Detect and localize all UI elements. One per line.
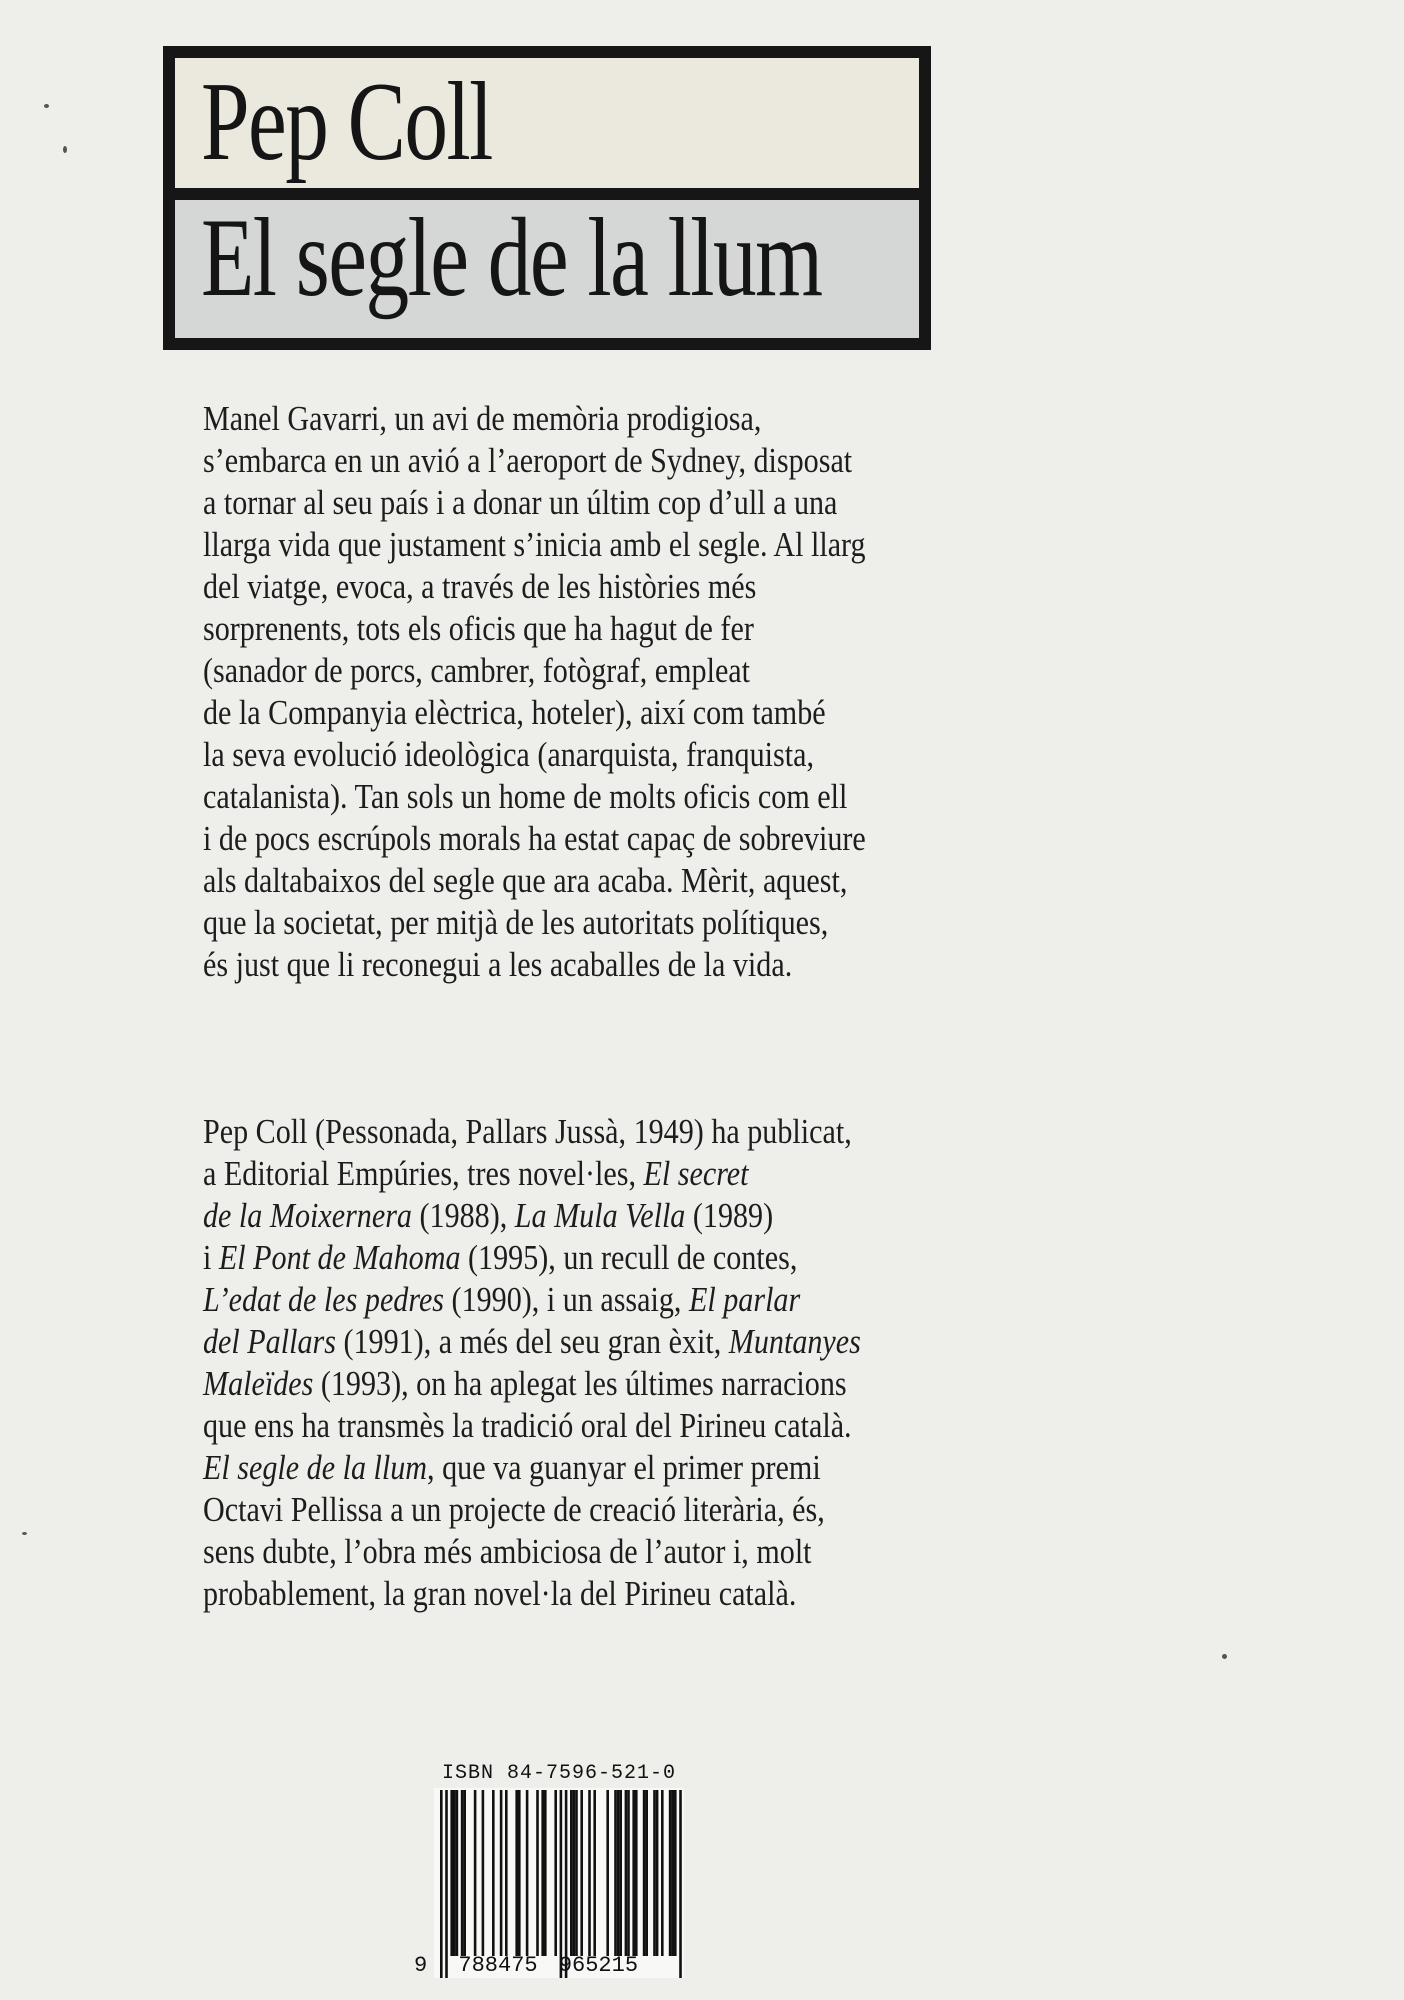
text-line <box>203 734 891 776</box>
text-run: catalanista). Tan sols un home de molts oficis com ell <box>203 777 848 816</box>
barcode-first-digit: 9 <box>414 1953 428 1978</box>
barcode-bar <box>606 1790 609 1956</box>
text-line <box>203 818 891 860</box>
barcode-bars <box>434 1788 684 1978</box>
barcode-bar <box>450 1790 453 1956</box>
barcode <box>434 1788 684 1978</box>
isbn-label: ISBN 84-7596-521-0 <box>442 1762 677 1785</box>
barcode-bar <box>541 1790 544 1956</box>
text-run: sorprenents, tots els oficis que ha hagut de fer <box>203 609 754 648</box>
text-line <box>203 776 891 818</box>
text-run: a Editorial Empúries, tres novel·les, <box>203 1154 644 1193</box>
text-line <box>203 1279 891 1321</box>
text-line <box>203 524 891 566</box>
barcode-bar <box>661 1790 664 1956</box>
text-run: Octavi Pellissa a un projecte de creació literària, és, <box>203 1490 825 1529</box>
italic-title: Muntanyes <box>728 1322 861 1361</box>
text-run: (1993), on ha aplegat les últimes narracions <box>313 1364 847 1403</box>
text-line <box>203 692 891 734</box>
barcode-bar <box>573 1790 576 1956</box>
barcode-bar <box>580 1790 583 1956</box>
barcode-bar <box>536 1790 539 1956</box>
barcode-bar <box>474 1790 477 1956</box>
barcode-bar <box>461 1790 464 1956</box>
barcode-bar <box>482 1790 485 1956</box>
text-run: als daltabaixos del segle que ara acaba. Mèrit, aquest, <box>203 861 848 900</box>
text-line <box>203 1237 891 1279</box>
text-run: de la Companyia elèctrica, hoteler), així com també <box>203 693 826 732</box>
text-run: és just que li reconegui a les acaballes de la vida. <box>203 945 793 984</box>
barcode-bar <box>560 1790 563 1978</box>
barcode-bar <box>656 1790 659 1956</box>
text-line <box>203 608 891 650</box>
text-run: probablement, la gran novel·la del Pirineu català. <box>203 1574 797 1613</box>
italic-title: L’edat de les pedres <box>203 1280 445 1319</box>
text-line <box>203 1195 891 1237</box>
text-line <box>203 482 891 524</box>
barcode-bar <box>619 1790 622 1956</box>
italic-title: Maleïdes <box>203 1364 314 1403</box>
title-box <box>175 200 919 338</box>
text-run: del viatge, evoca, a través de les històries més <box>203 567 757 606</box>
barcode-bar <box>440 1790 443 1978</box>
text-run: , que va guanyar el primer premi <box>427 1448 821 1487</box>
text-run: Manel Gavarri, un avi de memòria prodigiosa, <box>203 399 762 438</box>
barcode-bar <box>645 1790 648 1956</box>
barcode-bar <box>518 1790 521 1956</box>
text-run: (1989) <box>685 1196 774 1235</box>
text-line <box>203 944 891 986</box>
text-line <box>203 1573 891 1615</box>
barcode-right-digits: 965215 <box>558 1953 639 1978</box>
text-run: (sanador de porcs, cambrer, fotògraf, empleat <box>203 651 751 690</box>
barcode-bar <box>575 1790 578 1956</box>
barcode-bar <box>544 1790 547 1956</box>
author-box <box>175 58 919 188</box>
barcode-bar <box>500 1790 503 1956</box>
text-line <box>203 1405 891 1447</box>
barcode-bar <box>632 1790 635 1956</box>
text-run: llarga vida que justament s’inicia amb el segle. Al llarg <box>203 525 866 564</box>
text-line <box>203 1321 891 1363</box>
barcode-bar <box>588 1790 591 1956</box>
text-line <box>203 1153 891 1195</box>
speck <box>63 146 67 153</box>
barcode-bar <box>627 1790 630 1956</box>
text-run: que la societat, per mitjà de les autoritats polítiques, <box>203 903 829 942</box>
barcode-bar <box>453 1790 456 1956</box>
barcode-bar <box>671 1790 674 1956</box>
text-run: (1988), <box>411 1196 515 1235</box>
text-run: a tornar al seu país i a donar un últim cop d’ull a una <box>203 483 838 522</box>
text-run: s’embarca en un avió a l’aeroport de Sydney, disposat <box>203 441 853 480</box>
barcode-bar <box>679 1790 682 1978</box>
barcode-digits <box>414 1953 638 1978</box>
text-line <box>203 860 891 902</box>
speck <box>1222 1654 1227 1659</box>
synopsis-text <box>203 398 1003 986</box>
text-line <box>203 440 891 482</box>
italic-title: del Pallars <box>203 1322 336 1361</box>
text-line <box>203 1489 891 1531</box>
text-run: (1991), a més del seu gran èxit, <box>335 1322 729 1361</box>
barcode-bar <box>445 1790 448 1978</box>
barcode-bar <box>492 1790 495 1956</box>
barcode-bar <box>526 1790 529 1956</box>
text-run: i <box>203 1238 219 1277</box>
text-run: sens dubte, l’obra més ambiciosa de l’autor i, molt <box>203 1532 812 1571</box>
barcode-bar <box>565 1790 568 1978</box>
barcode-bar <box>653 1790 656 1956</box>
title-frame <box>163 46 931 350</box>
barcode-bar <box>554 1790 557 1956</box>
italic-title: El secret <box>643 1154 749 1193</box>
text-line <box>203 1531 891 1573</box>
text-run: i de pocs escrúpols morals ha estat capaç de sobreviure <box>203 819 866 858</box>
barcode-bar <box>570 1790 573 1956</box>
barcode-bar <box>505 1790 508 1956</box>
text-line <box>203 1111 891 1153</box>
speck <box>44 104 49 108</box>
text-run: que ens ha transmès la tradició oral del Pirineu català. <box>203 1406 852 1445</box>
text-line <box>203 902 891 944</box>
barcode-bar <box>614 1790 617 1956</box>
barcode-bar <box>515 1790 518 1956</box>
speck <box>22 1532 27 1535</box>
author-name: Pep Coll <box>201 60 492 184</box>
barcode-bar <box>669 1790 672 1956</box>
italic-title: La Mula Vella <box>514 1196 686 1235</box>
italic-title: El segle de la llum <box>203 1448 428 1487</box>
barcode-bar <box>593 1790 596 1956</box>
text-line <box>203 650 891 692</box>
author-bio-text <box>203 1111 1003 1615</box>
text-line <box>203 1447 891 1489</box>
barcode-left-digits: 788475 <box>458 1953 538 1978</box>
text-line <box>203 566 891 608</box>
barcode-bar <box>643 1790 646 1956</box>
barcode-bar <box>635 1790 638 1956</box>
book-title: El segle de la llum <box>201 200 822 320</box>
barcode-bar <box>625 1790 628 1956</box>
barcode-bar <box>456 1790 459 1956</box>
barcode-bar <box>463 1790 466 1956</box>
text-run: (1990), i un assaig, <box>444 1280 689 1319</box>
text-run: Pep Coll (Pessonada, Pallars Jussà, 1949) ha publicat, <box>203 1112 852 1151</box>
text-run: (1995), un recull de contes, <box>460 1238 798 1277</box>
italic-title: El parlar <box>688 1280 801 1319</box>
barcode-bar <box>674 1790 677 1956</box>
text-run: la seva evolució ideològica (anarquista, franquista, <box>203 735 814 774</box>
italic-title: de la Moixernera <box>203 1196 412 1235</box>
barcode-bar <box>617 1790 620 1956</box>
italic-title: El Pont de Mahoma <box>218 1238 461 1277</box>
text-line <box>203 1363 891 1405</box>
text-line <box>203 398 891 440</box>
